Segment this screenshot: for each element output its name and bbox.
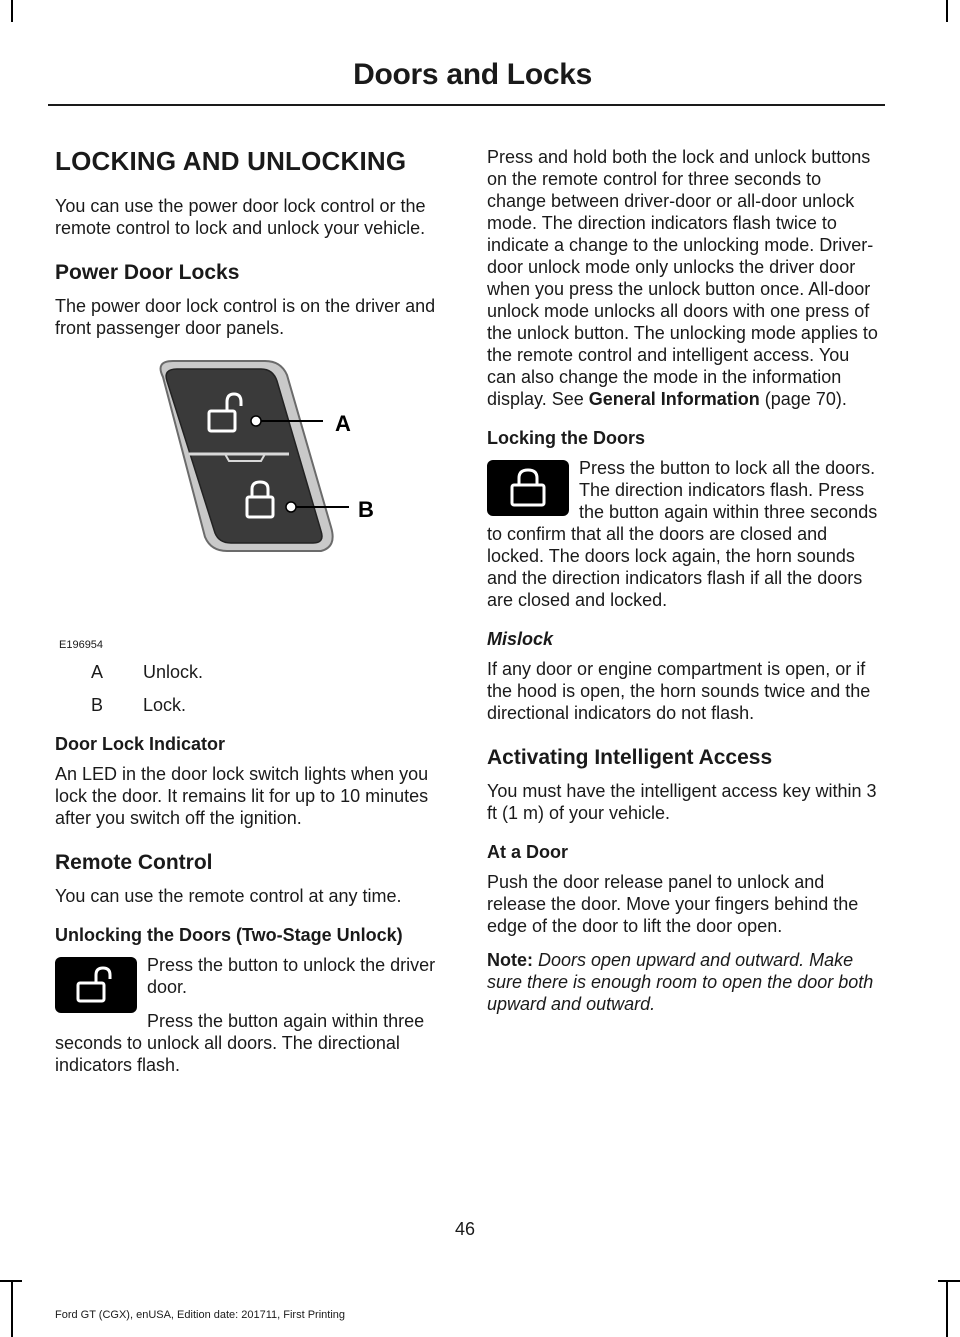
general-information-link[interactable]: General Information [588, 389, 760, 409]
callout-b-dot [286, 502, 296, 512]
legend-item-unlock [55, 661, 449, 683]
unlock-icon [74, 965, 118, 1005]
callout-a-label: A [335, 411, 351, 436]
intro-paragraph: You can use the power door lock control or the remote control to lock and unlock your vehicle. [55, 196, 426, 238]
intelligent-access-heading: Activating Intelligent Access [487, 746, 773, 769]
crop-mark-bottom-left-v [11, 1280, 13, 1337]
power-door-locks-text: The power door lock control is on the driver and front passenger door panels. [55, 296, 436, 338]
remote-control-heading: Remote Control [55, 851, 213, 874]
mislock-heading: Mislock [487, 629, 554, 649]
section-title: LOCKING AND UNLOCKING [55, 146, 407, 176]
door-lock-indicator-heading: Door Lock Indicator [55, 734, 226, 754]
unlock-button-icon [55, 957, 137, 1013]
note-paragraph [487, 949, 881, 1015]
legend-label: Lock. [143, 695, 187, 715]
crop-mark-bottom-right-h [938, 1280, 960, 1282]
at-a-door-text: Push the door release panel to unlock and release the door. Move your fingers behind the edge of the door to lift the door open. [487, 872, 859, 936]
crop-mark-top-right-v [946, 0, 948, 22]
note-text: Doors open upward and outward. Make sure there is enough room to open the door both upward and outward. [487, 950, 874, 1014]
door-lock-indicator-text: An LED in the door lock switch lights when you lock the door. It remains lit for up to 10 minutes after you switch off the ignition. [55, 764, 429, 828]
note-label: Note: [487, 950, 533, 970]
legend-key: A [91, 662, 104, 682]
unlocking-doors-text-2: Press the button again within three seconds to unlock all doors. The directional indicators flash. [55, 1011, 425, 1075]
door-lock-switch-figure [55, 351, 449, 651]
at-a-door-heading: At a Door [487, 842, 568, 862]
legend-item-lock [55, 694, 449, 716]
locking-doors-text: Press the button to lock all the doors. The direction indicators flash. Press the button again within three seconds to confirm that all the doors are closed and locked. The doors lock again, the horn sounds and the direction indicators flash if all the doors are closed and locked. [487, 458, 878, 610]
page-header-title: Doors and Locks [353, 58, 592, 91]
left-column [55, 146, 449, 1088]
mislock-text: If any door or engine compartment is open, or if the hood is open, the horn sounds twice and the directional indicators do not flash. [487, 659, 871, 723]
crop-mark-bottom-right-v [946, 1280, 948, 1337]
unlocking-doors-heading: Unlocking the Doors (Two-Stage Unlock) [55, 925, 403, 945]
page-reference: (page 70). [759, 389, 847, 409]
lock-icon [508, 467, 548, 509]
header-rule [48, 104, 885, 106]
unlocking-doors-text-1: Press the button to unlock the driver door. [147, 955, 436, 997]
callout-a-dot [251, 416, 261, 426]
figure-id: E196954 [59, 639, 104, 651]
unlock-mode-text [487, 146, 881, 410]
right-column [487, 146, 881, 1027]
page-number: 46 [454, 1219, 476, 1239]
unlock-mode-body: Press and hold both the lock and unlock buttons on the remote control for three seconds to change between driver-door or all-door unlock mode. The direction indicators flash twice to indicate a change to the unlocking mode. Driver-door unlock mode only unlocks the driver door when you press the unlock button once. All-door unlock mode unlocks all doors with one press of the unlock button. The unlocking mode applies to the remote control and intelligent access. You can also change the mode in the information display. See [487, 147, 878, 409]
legend-label: Unlock. [143, 662, 204, 682]
power-door-locks-heading: Power Door Locks [55, 261, 240, 284]
intelligent-access-text: You must have the intelligent access key within 3 ft (1 m) of your vehicle. [487, 781, 877, 823]
lock-button-icon [487, 460, 569, 516]
legend-key: B [91, 695, 104, 715]
remote-control-text: You can use the remote control at any time. [55, 886, 402, 906]
crop-mark-bottom-left-h [0, 1280, 22, 1282]
door-lock-switch-illustration [55, 351, 449, 651]
crop-mark-top-left-v [11, 0, 13, 22]
callout-b-label: B [358, 497, 374, 522]
edition-footer: Ford GT (CGX), enUSA, Edition date: 201711, First Printing [55, 1309, 345, 1321]
locking-doors-heading: Locking the Doors [487, 428, 646, 448]
